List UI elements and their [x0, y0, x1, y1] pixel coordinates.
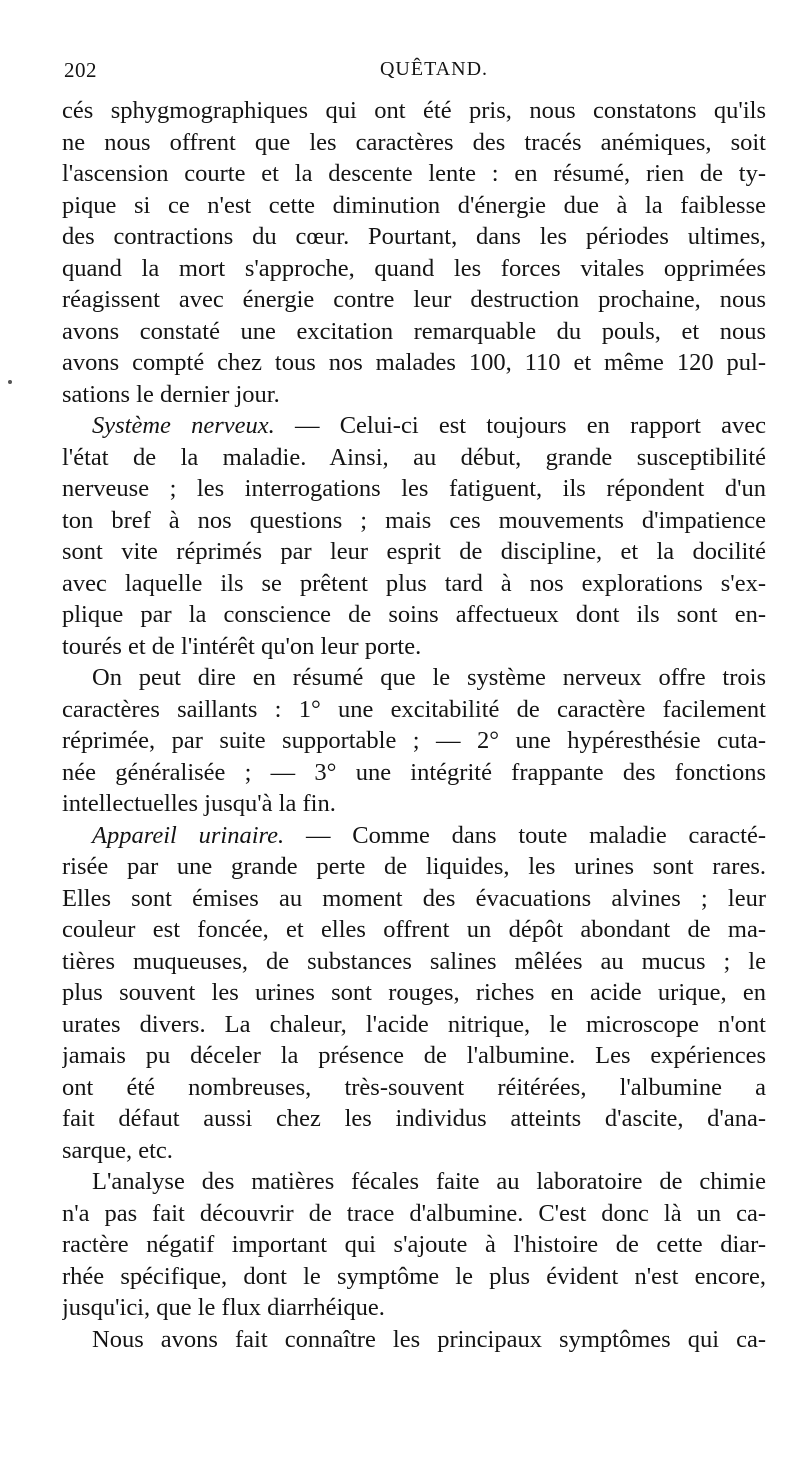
paragraph-nervous-system: [62, 410, 766, 662]
text-line: tourés et de l'intérêt qu'on leur porte.: [62, 632, 422, 660]
text-line: réprimée, par suite supportable ; — 2° une hypéresthésie cuta-: [62, 727, 766, 754]
text-line: couleur est foncée, et elles offrent un dépôt abondant de ma-: [62, 916, 766, 943]
text-line: [62, 820, 766, 852]
paragraph-pulse: [62, 95, 766, 410]
text-line: avons constaté une excitation remarquable du pouls, et nous: [62, 317, 766, 345]
paragraph-fecal-analysis: [62, 1166, 766, 1324]
running-head: QUÊTAND.: [379, 58, 489, 80]
heading-continuation: — Comme dans toute maladie caracté-: [284, 821, 766, 849]
paragraph-nervous-summary: [62, 662, 766, 820]
text-line: plus souvent les urines sont rouges, riches en acide urique, en: [62, 979, 766, 1006]
text-line: avec laquelle ils se prêtent plus tard à nos explorations s'ex-: [62, 569, 766, 597]
text-line: l'état de la maladie. Ainsi, au début, grande susceptibilité: [62, 443, 766, 471]
text-line: plique par la conscience de soins affectueux dont ils sont en-: [62, 601, 766, 628]
text-line: ont été nombreuses, très-souvent réitérées, l'albumine a: [62, 1073, 766, 1101]
text-line: ton bref à nos questions ; mais ces mouvements d'impatience: [62, 506, 766, 534]
text-line: ractère négatif important qui s'ajoute à l'histoire de cette diar-: [62, 1231, 766, 1258]
page-number: 202: [64, 58, 97, 82]
text-line: nerveuse ; les interrogations les fatiguent, ils répondent d'un: [62, 475, 766, 502]
text-line: Nous avons fait connaître les principaux symptômes qui ca-: [92, 1325, 766, 1353]
text-line: On peut dire en résumé que le système nerveux offre trois: [92, 664, 766, 691]
text-line: caractères saillants : 1° une excitabilité de caractère facilement: [62, 695, 766, 723]
text-line: L'analyse des matières fécales faite au laboratoire de chimie: [92, 1168, 766, 1195]
text-line: [62, 410, 766, 442]
text-line: fait défaut aussi chez les individus atteints d'ascite, d'ana-: [62, 1105, 766, 1132]
text-line: jusqu'ici, que le flux diarrhéique.: [62, 1294, 385, 1321]
text-line: tières muqueuses, de substances salines mêlées au mucus ; le: [62, 947, 766, 975]
text-line: avons compté chez tous nos malades 100, 110 et même 120 pul-: [62, 349, 766, 376]
text-line: ne nous offrent que les caractères des tracés anémiques, soit: [62, 128, 766, 156]
text-line: urates divers. La chaleur, l'acide nitrique, le microscope n'ont: [62, 1010, 766, 1038]
heading-continuation: — Celui-ci est toujours en rapport avec: [274, 412, 766, 439]
text-line: des contractions du cœur. Pourtant, dans les périodes ultimes,: [62, 223, 766, 250]
text-line: risée par une grande perte de liquides, les urines sont rares.: [62, 853, 766, 880]
text-line: quand la mort s'approche, quand les forces vitales opprimées: [62, 254, 766, 282]
paragraph-urinary-system: [62, 820, 766, 1167]
text-line: sarque, etc.: [62, 1136, 173, 1164]
margin-dot: [8, 380, 12, 384]
section-heading-nervous-system: Système nerveux.: [92, 412, 275, 439]
body-text: [62, 95, 766, 1355]
text-line: réagissent avec énergie contre leur destruction prochaine, nous: [62, 286, 766, 313]
section-heading-urinary-system: Appareil urinaire.: [92, 821, 285, 849]
text-line: rhée spécifique, dont le symptôme le plus évident n'est encore,: [62, 1262, 766, 1290]
text-line: pique si ce n'est cette diminution d'énergie due à la faiblesse: [62, 191, 766, 219]
text-line: Elles sont émises au moment des évacuations alvines ; leur: [62, 884, 766, 912]
text-line: l'ascension courte et la descente lente : en résumé, rien de ty-: [62, 160, 766, 187]
text-line: intellectuelles jusqu'à la fin.: [62, 790, 336, 817]
text-line: sont vite réprimés par leur esprit de discipline, et la docilité: [62, 538, 766, 565]
text-line: jamais pu déceler la présence de l'albumine. Les expériences: [62, 1042, 766, 1069]
text-line: cés sphygmographiques qui ont été pris, nous constatons qu'ils: [62, 97, 766, 124]
text-line: n'a pas fait découvrir de trace d'albumine. C'est donc là un ca-: [62, 1199, 766, 1227]
page-header: [64, 58, 764, 88]
text-line: née généralisée ; — 3° une intégrité frappante des fonctions: [62, 758, 766, 786]
text-line: sations le dernier jour.: [62, 380, 280, 408]
paragraph-symptoms: [62, 1324, 766, 1356]
